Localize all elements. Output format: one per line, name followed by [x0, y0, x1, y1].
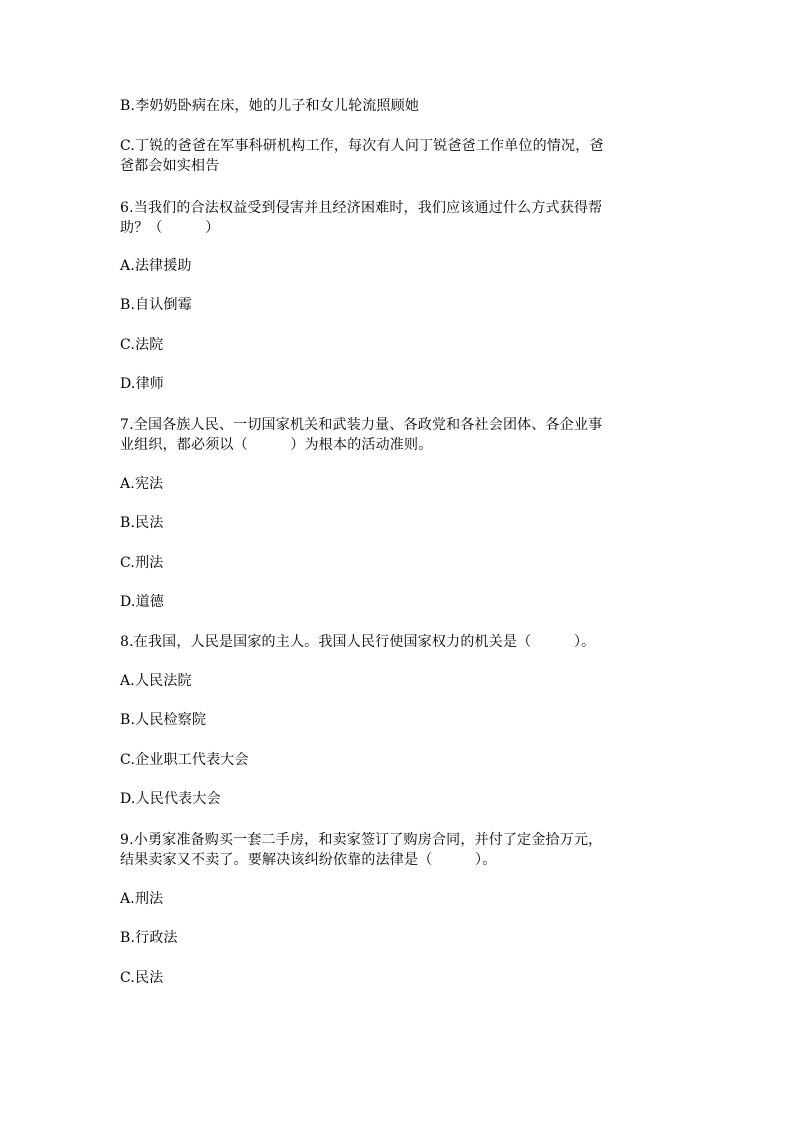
- q8-option-b: B.人民检察院: [120, 712, 207, 728]
- q8-option-a: A.人民法院: [120, 673, 192, 689]
- q9-text-line2: 结果卖家又不卖了。要解决该纠纷依靠的法律是（ ）。: [120, 852, 497, 868]
- q6-option-c: C.法院: [120, 337, 164, 353]
- q7-option-b: B.民法: [120, 515, 164, 531]
- q7-text-line1: 7.全国各族人民、一切国家机关和武装力量、各政党和各社会团体、各企业事: [120, 417, 603, 433]
- q7-option-d: D.道德: [120, 594, 164, 610]
- q6-option-b: B.自认倒霉: [120, 297, 192, 313]
- q6-text-line1: 6.当我们的合法权益受到侵害并且经济困难时，我们应该通过什么方式获得帮: [120, 200, 603, 216]
- q8-text: 8.在我国，人民是国家的主人。我国人民行使国家权力的机关是（ ）。: [120, 634, 596, 650]
- q6-option-d: D.律师: [120, 376, 164, 392]
- q6-text-line2: 助？（ ）: [120, 220, 220, 236]
- q7-option-a: A.宪法: [120, 476, 164, 492]
- q9-option-a: A.刑法: [120, 891, 164, 907]
- q8-option-c: C.企业职工代表大会: [120, 752, 249, 768]
- q9-option-b: B.行政法: [120, 930, 178, 946]
- q9-text-line1: 9.小勇家准备购买一套二手房，和卖家签订了购房合同，并付了定金拾万元，: [120, 832, 603, 848]
- q5-option-c-line2: 爸都会如实相告: [120, 158, 220, 174]
- q5-option-b: B.李奶奶卧病在床，她的儿子和女儿轮流照顾她: [120, 98, 420, 114]
- q9-option-c: C.民法: [120, 970, 164, 986]
- q8-option-d: D.人民代表大会: [120, 791, 221, 807]
- q5-option-c-line1: C.丁锐的爸爸在军事科研机构工作，每次有人问丁锐爸爸工作单位的情况，爸: [120, 138, 604, 154]
- q7-text-line2: 业组织，都必须以（ ）为根本的活动准则。: [120, 437, 433, 453]
- q6-option-a: A.法律援助: [120, 258, 192, 274]
- q7-option-c: C.刑法: [120, 555, 164, 571]
